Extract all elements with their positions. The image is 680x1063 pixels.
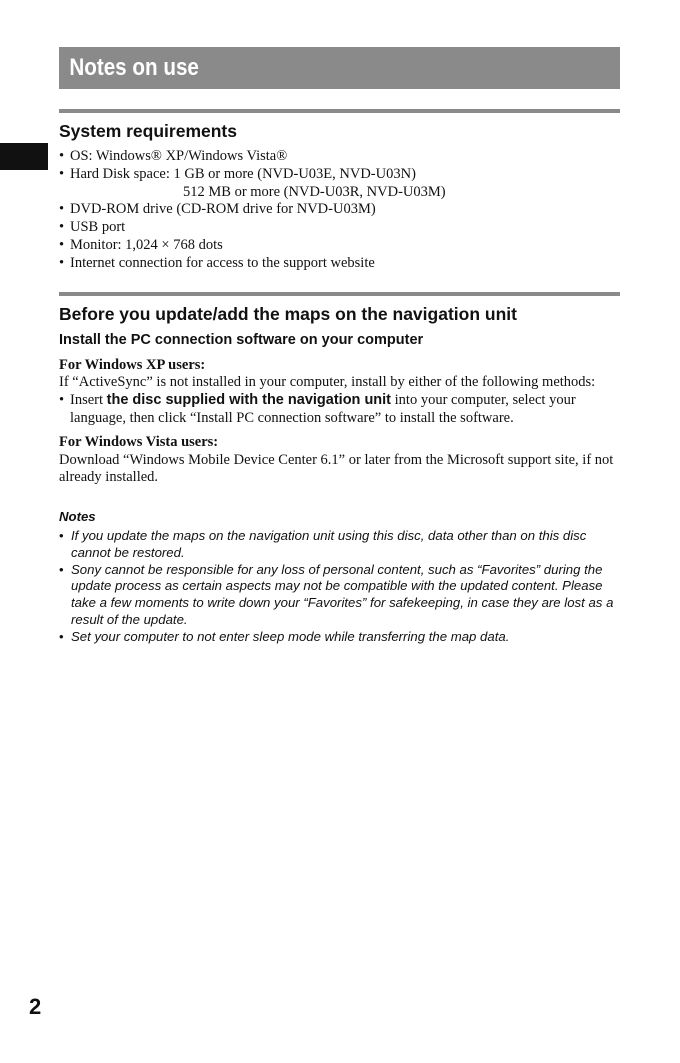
- page-title-bar: [59, 47, 620, 89]
- before-update-heading: Before you update/add the maps on the navigation unit: [59, 303, 517, 324]
- list-item: • Insert the disc supplied with the navigation unit into your computer, select your language, then click “Install PC connection software” to install the software.: [59, 392, 620, 428]
- section-divider: [59, 292, 620, 296]
- notes-heading: Notes: [59, 509, 96, 525]
- notes-list: [59, 528, 620, 646]
- section-divider: [59, 109, 620, 113]
- notes-box: [59, 509, 620, 645]
- section-edge-tab: [0, 143, 48, 170]
- install-software-subheading: Install the PC connection software on your computer: [59, 331, 424, 348]
- note-item: • If you update the maps on the navigation unit using this disc, data other than on this disc cannot be restored.: [59, 528, 620, 562]
- xp-users-text: If “ActiveSync” is not installed in your computer, install by either of the following methods:: [59, 374, 596, 391]
- main-content: [59, 109, 620, 646]
- note-item: • Set your computer to not enter sleep mode while transferring the map data.: [59, 629, 620, 646]
- vista-users-text: Download “Windows Mobile Device Center 6.1” or later from the Microsoft support site, if not already installed.: [59, 451, 614, 486]
- page-title: Notes on use: [69, 54, 199, 81]
- list-item: • DVD-ROM drive (CD-ROM drive for NVD-U03M): [59, 201, 620, 219]
- system-requirements-list: [59, 148, 620, 273]
- xp-instructions-list: [59, 392, 620, 428]
- xp-users-label: For Windows XP users:: [59, 356, 206, 373]
- list-item: • Monitor: 1,024 × 768 dots: [59, 237, 620, 255]
- list-item: • OS: Windows® XP/Windows Vista®: [59, 148, 620, 166]
- note-item: • Sony cannot be responsible for any loss of personal content, such as “Favorites” during the update process as certain aspects may not be compatible with the updated content. Please take a few moments to write down your “Favorites” for safekeeping, in case they are lost as a result of the update.: [59, 562, 620, 629]
- system-requirements-heading: System requirements: [59, 121, 237, 141]
- list-item: • Internet connection for access to the support website: [59, 255, 620, 273]
- list-item: • Hard Disk space: 1 GB or more (NVD-U03E, NVD-U03N) 512 MB or more (NVD-U03R, NVD-U03M): [59, 166, 620, 202]
- page-number: 2: [29, 994, 42, 1019]
- list-item-continuation: 512 MB or more (NVD-U03R, NVD-U03M): [183, 183, 446, 200]
- disc-name-emphasis: the disc supplied with the navigation unit: [106, 392, 392, 409]
- vista-users-label: For Windows Vista users:: [59, 433, 219, 450]
- list-item: • USB port: [59, 219, 620, 237]
